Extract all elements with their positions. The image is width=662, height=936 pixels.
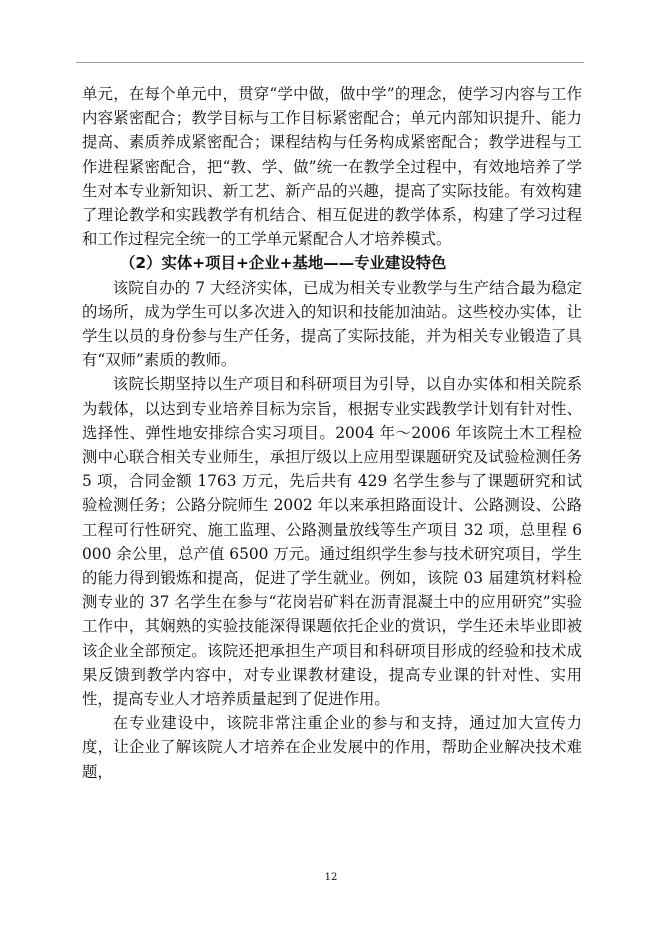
paragraph-economic-entities: 该院自办的 7 大经济实体，已成为相关专业教学与生产结合最为稳定的场所，成为学生可以多次进入的知识和技能加油站。这些校办实体，让学生以员的身份参与生产任务，提高了实际技能，并为相关专业锻造了具有“双师”素质的教师。 [82, 278, 582, 370]
section-heading: （2）实体+项目+企业+基地——专业建设特色 [120, 254, 447, 273]
paragraph-enterprise-cooperation: 在专业建设中，该院非常注重企业的参与和支持，通过加大宣传力度，让企业了解该院人才培养在企业发展中的作用，帮助企业解决技术难题， [82, 714, 582, 781]
paragraph-unit-teaching: 单元，在每个单元中，贯穿“学中做，做中学”的理念，使学习内容与工作内容紧密配合；教学目标与工作目标紧密配合；单元内部知识提升、能力提高、素质养成紧密配合；课程结构与任务构成紧密配合；教学进程与工作进程紧密配合，把“教、学、做”统一在教学全过程中，有效地培养了学生对本专业新知识、新工艺、新产品的兴趣，提高了实际技能。有效构建了理论教学和实践教学有机结合、相互促进的教学体系，构建了学习过程和工作过程完全统一的工学单元紧配合人才培养模式。 [82, 85, 582, 249]
paragraph-research-projects: 该院长期坚持以生产项目和科研项目为引导，以自办实体和相关院系为载体，以达到专业培养目标为宗旨，根据专业实践教学计划有针对性、选择性、弹性地安排综合实习项目。2004 年～2006 年该院土木工程检测中心联合相关专业师生，承担厅级以上应用型课题研究及试验检测任务 5 项，合同金额 1763 万元，先后共有 429 名学生参与了课题研究和试验检测任务；公路分院师生 2002 年以来承担路面设计、公路测设、公路工程可行性研究、施工监理、公路测量放线等生产项目 32 项，总里程 6000 余公里，总产值 6500 万元。通过组织学生参与技术研究项目，学生的能力得到锻炼和提高，促进了学生就业。例如，该院 03 届建筑材料检测专业的 37 名学生在参与“花岗岩矿料在沥青混凝土中的应用研究”实验工作中，其娴熟的实验技能深得课题依托企业的赏识，学生还未毕业即被该企业全部预定。该院还把承担生产项目和科研项目形成的经验和技术成果反馈到教学内容中，对专业课教材建设，提高专业课的针对性、实用性，提高专业人才培养质量起到了促进作用。 [82, 375, 582, 709]
page-body [82, 82, 582, 784]
page-number: 12 [324, 872, 338, 883]
header-rule [76, 62, 584, 63]
